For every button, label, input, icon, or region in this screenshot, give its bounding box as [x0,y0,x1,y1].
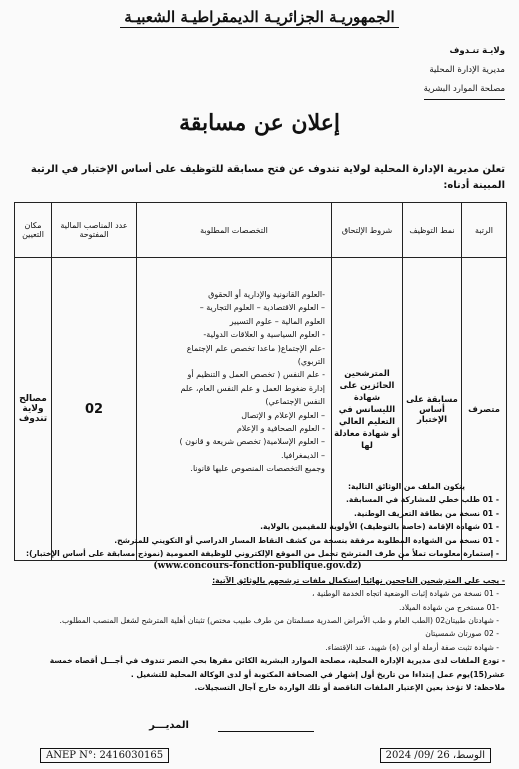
signature-line [218,731,314,732]
footer [12,748,507,764]
cell-location: مصالح ولاية تندوف [15,258,52,561]
cell-mode: مسابقة على أساس الإختبار [403,258,462,561]
specialty-line: العلوم المالية – علوم التسيير [229,316,325,326]
col-header-positions: عدد المناصب المالية المفتوحة [52,203,137,258]
specialty-line: – العلوم الإسلامية( تخصص شريعة و قانون ) [179,437,325,447]
successful-item: - شهادتان طبيتان02 (الطب العام و طب الأمراض الصدرية مسلمتان من طرف طبيب مختص) تثبتان أهلية المترشح لشغل المنصب المطلوب. [59,616,499,626]
document-item: - 01 طلب خطي للمشاركة في المسابقة. [345,495,499,505]
col-header-specialties: التخصصات المطلوبة [137,203,332,258]
specialty-line: وجميع التخصصات المنصوص عليها قانونا. [190,464,325,474]
successful-item: - شهادة تثبت صفة أرملة أو ابن (ة) شهيد، عند الإقتضاء. [325,642,499,652]
specialty-line: - العلوم السياسية و العلاقات الدولية- [203,330,325,340]
administration-block [345,42,505,100]
cell-conditions: المترشحين الحائزين على شهادة الليسانس في التعليم العالي أو شهادة معادلة لها [332,258,403,561]
specialty-line: إدارة ضغوط العمل و علم النفس العام، علم [180,383,325,393]
specialty-line: -العلوم القانونية والإدارية أو الحقوق [208,290,325,299]
successful-item: -01 مستخرج من شهادة الميلاد. [398,602,499,612]
website-link[interactable]: (www.concours-fonction-publique.gov.dz) [153,561,362,572]
specialty-line: التربوي) [297,357,325,367]
col-header-mode: نمط التوظيف [403,203,462,258]
col-header-conditions: شروط الإلتحاق [332,203,403,258]
documents-heading: يتكون الملف من الوثائق التالية: [347,482,465,491]
col-header-grade: الرتبة [462,203,507,258]
specialty-line: – الديمغرافيا. [281,450,325,460]
successful-item: - 01 نسخة من شهادة إثبات الوضعية اتجاه الخدمة الوطنية ، [312,589,499,599]
document-item: - 01 نسخة من الشهادة المطلوبة مرفقة بنسخة من كشف النقاط المسار الدراسي أو التكويني للمترشح. [114,535,499,545]
successful-item: - 02 صورتان شمسيتان [425,629,499,639]
specialty-line: – العلوم الاقتصادية – العلوم التجارية – [199,303,325,313]
directorate-label: مديرية الإدارة المحلية [429,65,505,75]
announcement-intro: تعلن مديرية الإدارة المحلية لولاية تندوف عن فتح مسابقة للتوظيف على أساس الإختبار في الرتبة المبينة أدناه: [30,164,505,191]
note: ملاحظة: لا تؤخذ بعين الإعتبار الملفات الناقصة أو تلك الواردة خارج آجال التسجيلات. [194,683,505,693]
publication-date: الوسط، 26 /09/ 2024 [380,748,491,763]
document-item: - إستمارة معلومات تملأ من طرف المترشح تحمل من الموقع الإلكتروني للوظيفة العمومية (نموذج مسابقة على أساس الإختبار): [26,549,499,559]
service-label: مصلحة الموارد البشرية [424,80,505,100]
required-documents [10,480,505,695]
successful-heading: - يجب على المترشحين الناجحين نهائيا إستكمال ملفات ترشحهم بالوثائق الآتية: [212,575,505,585]
specialty-line: - علم النفس ( تخصص العمل و التنظيم أو [187,370,325,380]
deposit-instructions: - تودع الملفات لدى مديرية الإدارة المحلية، مصلحة الموارد البشرية الكائن مقرها بحي النصر تندوف في أجـــل أقصاه خمسة عشر(15)يوم عمل إبتداءا من تاريخ أول إشهار في الصحافة المكتوبة أو لدى الوكالة المحلية للتشغيل . [49,656,505,679]
announcement-title: إعلان عن مسابقة [179,110,340,136]
table-header-row [15,203,507,258]
specialty-line: -علم الإجتماع( ماعدا تخصص علم الإجتماع [186,343,325,353]
specialty-line: - العلوم الصحافية و الإعلام [236,424,325,434]
anep-number: ANEP N°: 2416030165 [40,748,169,763]
document-item: - 01 شهادة الإقامة (خاصة بالتوظيف) الأولوية للمقيمين بالولاية. [260,522,499,532]
col-header-location: مكان التعيين [15,203,52,258]
cell-grade: متصرف [462,258,507,561]
wilaya-label: ولايـة تنـدوف [449,46,505,56]
signature-director: المديـــر [149,720,189,731]
cell-positions: 02 [52,258,137,561]
specialty-line: – العلوم الإعلام و الإتصال [241,410,325,420]
specialty-line: النفس الإجتماعي) [265,397,325,407]
republic-title: الجمهوريـة الجزائريـة الديمقراطيـة الشعبيـة [0,8,519,26]
document-item: - 01 نسخة من بطاقة التعريف الوطنية. [354,508,499,518]
